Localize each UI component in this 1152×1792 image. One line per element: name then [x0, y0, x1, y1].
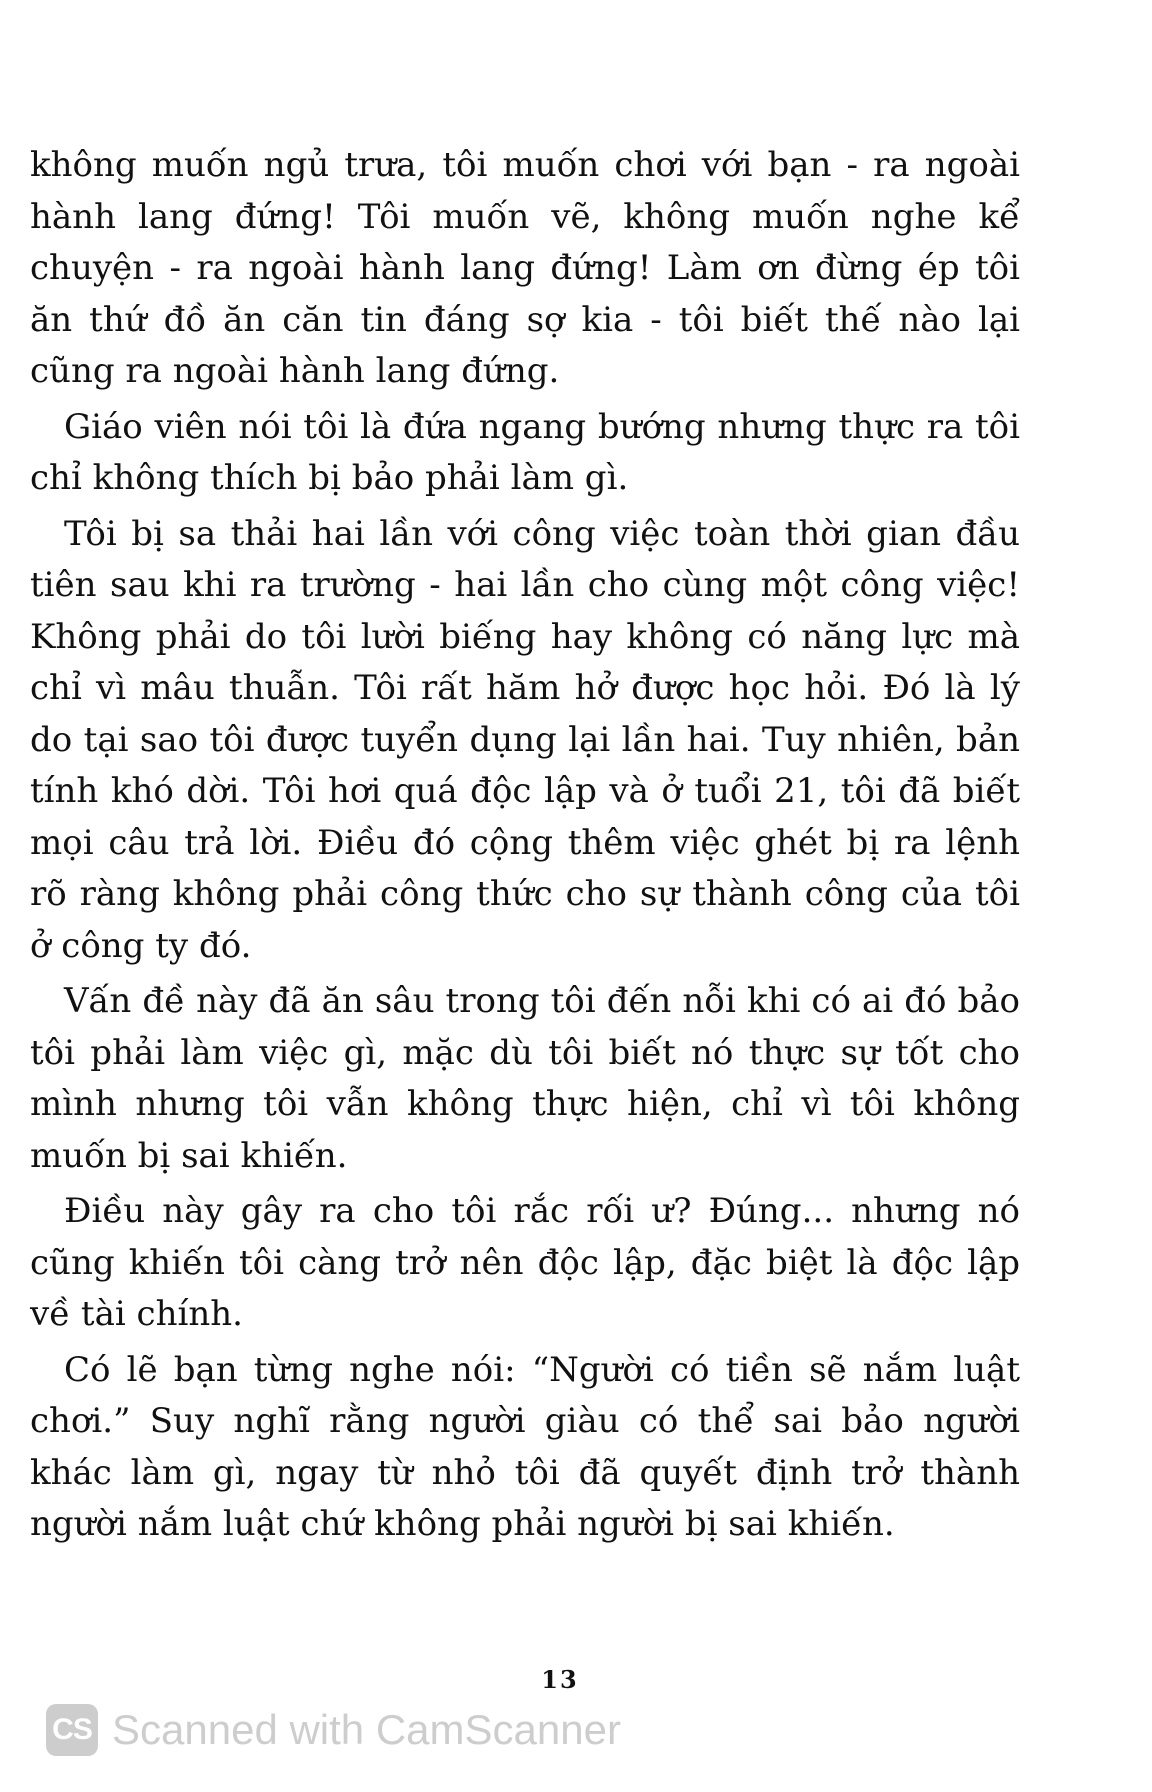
camscanner-watermark	[46, 1700, 621, 1760]
watermark-text: Scanned with CamScanner	[112, 1706, 621, 1753]
paragraph-1: không muốn ngủ trưa, tôi muốn chơi với bạn - ra ngoài hành lang đứng! Tôi muốn vẽ, không muốn nghe kể chuyện - ra ngoài hành lang đứng! Làm ơn đừng ép tôi ăn thứ đồ ăn căn tin đáng sợ kia - tôi biết thế nào lại cũng ra ngoài hành lang đứng.	[30, 145, 1020, 391]
paragraph-4: Vấn đề này đã ăn sâu trong tôi đến nỗi khi có ai đó bảo tôi phải làm việc gì, mặc dù tôi biết nó thực sự tốt cho mình nhưng tôi vẫn không thực hiện, chỉ vì tôi không muốn bị sai khiến.	[30, 981, 1020, 1176]
camscanner-logo-icon: CS	[46, 1704, 98, 1756]
paragraph-3: Tôi bị sa thải hai lần với công việc toàn thời gian đầu tiên sau khi ra trường - hai lần cho cùng một công việc! Không phải do tôi lười biếng hay không có năng lực mà chỉ vì mâu thuẫn. Tôi rất hăm hở được học hỏi. Đó là lý do tại sao tôi được tuyển dụng lại lần hai. Tuy nhiên, bản tính khó dời. Tôi hơi quá độc lập và ở tuổi 21, tôi đã biết mọi câu trả lời. Điều đó cộng thêm việc ghét bị ra lệnh rõ ràng không phải công thức cho sự thành công của tôi ở công ty đó.	[30, 513, 1020, 966]
paragraph-6: Có lẽ bạn từng nghe nói: “Người có tiền sẽ nắm luật chơi.” Suy nghĩ rằng người giàu có thể sai bảo người khác làm gì, ngay từ nhỏ tôi đã quyết định trở thành người nắm luật chứ không phải người bị sai khiến.	[30, 1349, 1020, 1544]
paragraph-5: Điều này gây ra cho tôi rắc rối ư? Đúng... nhưng nó cũng khiến tôi càng trở nên độc lập, đặc biệt là độc lập về tài chính.	[30, 1191, 1020, 1334]
body-text	[30, 140, 1020, 1555]
paragraph-2: Giáo viên nói tôi là đứa ngang bướng nhưng thực ra tôi chỉ không thích bị bảo phải làm gì.	[30, 406, 1020, 498]
page-number: 13	[541, 1665, 579, 1694]
